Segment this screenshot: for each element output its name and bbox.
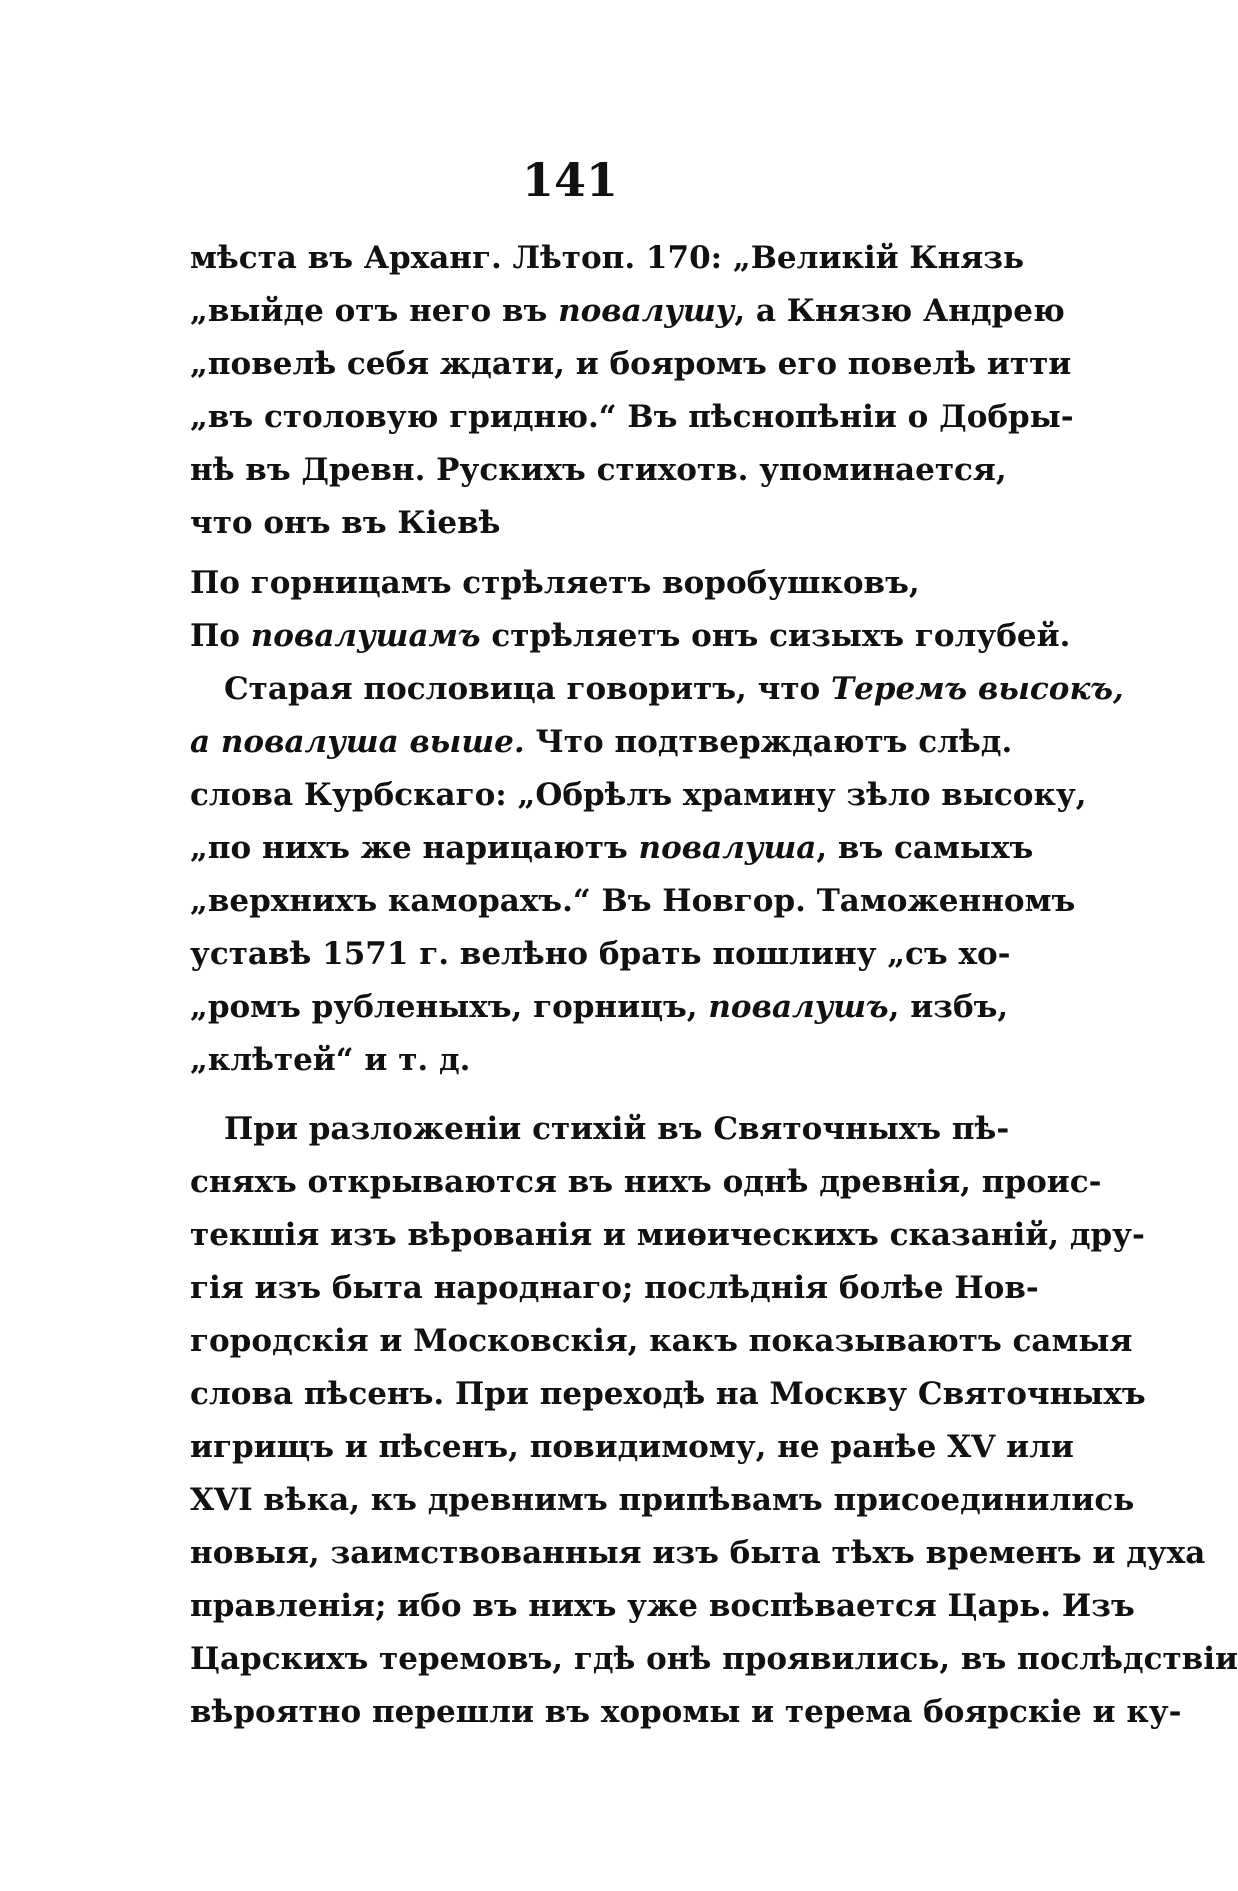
- italic-text: повалуша: [638, 830, 817, 866]
- text-segment: слова Курбскаго: „Обрѣлъ храмину зѣло высоку,: [190, 777, 1087, 813]
- text-segment: слова пѣсенъ. При переходѣ на Москву Святочныхъ: [190, 1376, 1146, 1412]
- paragraph-1: [190, 232, 1074, 550]
- text-segment: „верхнихъ каморахъ.“ Въ Новгор. Таможенномъ: [190, 883, 1076, 919]
- text-segment: стрѣляетъ онъ сизыхъ голубей.: [480, 618, 1071, 654]
- text-line: [190, 610, 1071, 663]
- text-line: [190, 232, 1025, 285]
- text-line: [190, 1421, 1074, 1474]
- text-line: [190, 391, 1074, 444]
- text-segment: „клѣтей“ и т. д.: [190, 1042, 471, 1078]
- text-line: [190, 497, 1000, 550]
- text-segment: „выйде отъ него въ: [190, 293, 559, 329]
- text-segment: Что подтверждаютъ слѣд.: [524, 724, 1013, 760]
- text-line: [190, 1315, 1133, 1368]
- text-segment: городскія и Московскія, какъ показываютъ самыя: [190, 1323, 1133, 1359]
- text-segment: „ромъ рубленыхъ, горницъ,: [190, 989, 709, 1025]
- text-line: [190, 338, 1072, 391]
- text-line: [190, 1633, 1238, 1686]
- text-segment: сняхъ открываются въ нихъ однѣ древнія, проис-: [190, 1164, 1102, 1200]
- text-line: [190, 1103, 1010, 1156]
- text-line: [190, 875, 1076, 928]
- text-line: [190, 769, 1087, 822]
- text-segment: , избъ,: [888, 989, 1009, 1025]
- italic-text: повалушамъ: [250, 618, 481, 654]
- italic-text: повалушу: [558, 293, 735, 329]
- text-segment: Старая пословица говоритъ, что: [224, 671, 832, 707]
- text-line: [190, 928, 1011, 981]
- text-segment: вѣроятно перешли въ хоромы и терема боярскіе и ку-: [190, 1694, 1182, 1730]
- text-line: [190, 822, 1034, 875]
- text-segment: , въ самыхъ: [816, 830, 1034, 866]
- text-line: [190, 1474, 1135, 1527]
- text-segment: что онъ въ Кіевѣ: [190, 505, 501, 541]
- text-line: [190, 285, 1065, 338]
- text-line: [190, 663, 1124, 716]
- text-segment: правленія; ибо въ нихъ уже воспѣвается Царь. Изъ: [190, 1588, 1135, 1624]
- text-segment: „въ столовую гридню.“ Въ пѣснопѣніи о Добры-: [190, 399, 1074, 435]
- text-line: [190, 1156, 1102, 1209]
- page-number: 141: [521, 153, 619, 207]
- italic-text: а повалуша выше.: [190, 724, 525, 760]
- italic-text: Теремъ высокъ,: [831, 671, 1124, 707]
- text-segment: нѣ въ Древн. Рускихъ стихотв. упоминается,: [190, 452, 1007, 488]
- text-line: [190, 1686, 1182, 1739]
- text-line: [190, 981, 1009, 1034]
- text-segment: Царскихъ теремовъ, гдѣ онѣ проявились, въ послѣдствіи: [190, 1641, 1238, 1677]
- text-segment: , а Князю Андрею: [734, 293, 1065, 329]
- text-line: [190, 1209, 1145, 1262]
- paragraph-3: [190, 1103, 1238, 1739]
- text-segment: „по нихъ же нарицаютъ: [190, 830, 639, 866]
- text-segment: уставѣ 1571 г. велѣно брать пошлину „съ хо-: [190, 936, 1011, 972]
- text-line: [190, 1262, 1039, 1315]
- text-line: [190, 444, 1007, 497]
- text-segment: По: [190, 618, 251, 654]
- text-segment: XVI вѣка, къ древнимъ припѣвамъ присоединились: [190, 1482, 1135, 1518]
- verse-quote: [190, 557, 1071, 663]
- text-segment: игрищъ и пѣсенъ, повидимому, не ранѣе XV или: [190, 1429, 1074, 1465]
- italic-text: повалушъ: [708, 989, 889, 1025]
- text-segment: гія изъ быта народнаго; послѣднія болѣе Нов-: [190, 1270, 1039, 1306]
- text-line: [190, 716, 1013, 769]
- text-line: [190, 1368, 1146, 1421]
- text-segment: текшія изъ вѣрованія и миѳическихъ сказаній, дру-: [190, 1217, 1145, 1253]
- text-segment: мѣста въ Арханг. Лѣтоп. 170: „Великій Князь: [190, 240, 1025, 276]
- text-line: [190, 1580, 1135, 1633]
- text-line: [190, 557, 1000, 610]
- text-segment: новыя, заимствованныя изъ быта тѣхъ временъ и духа: [190, 1535, 1206, 1571]
- text-segment: При разложеніи стихій въ Святочныхъ пѣ-: [224, 1111, 1010, 1147]
- text-line: [190, 1034, 1000, 1087]
- text-segment: „повелѣ себя ждати, и бояромъ его повелѣ итти: [190, 346, 1072, 382]
- text-line: [190, 1527, 1206, 1580]
- text-segment: По горницамъ стрѣляетъ воробушковъ,: [190, 565, 920, 601]
- paragraph-2: [190, 663, 1124, 1087]
